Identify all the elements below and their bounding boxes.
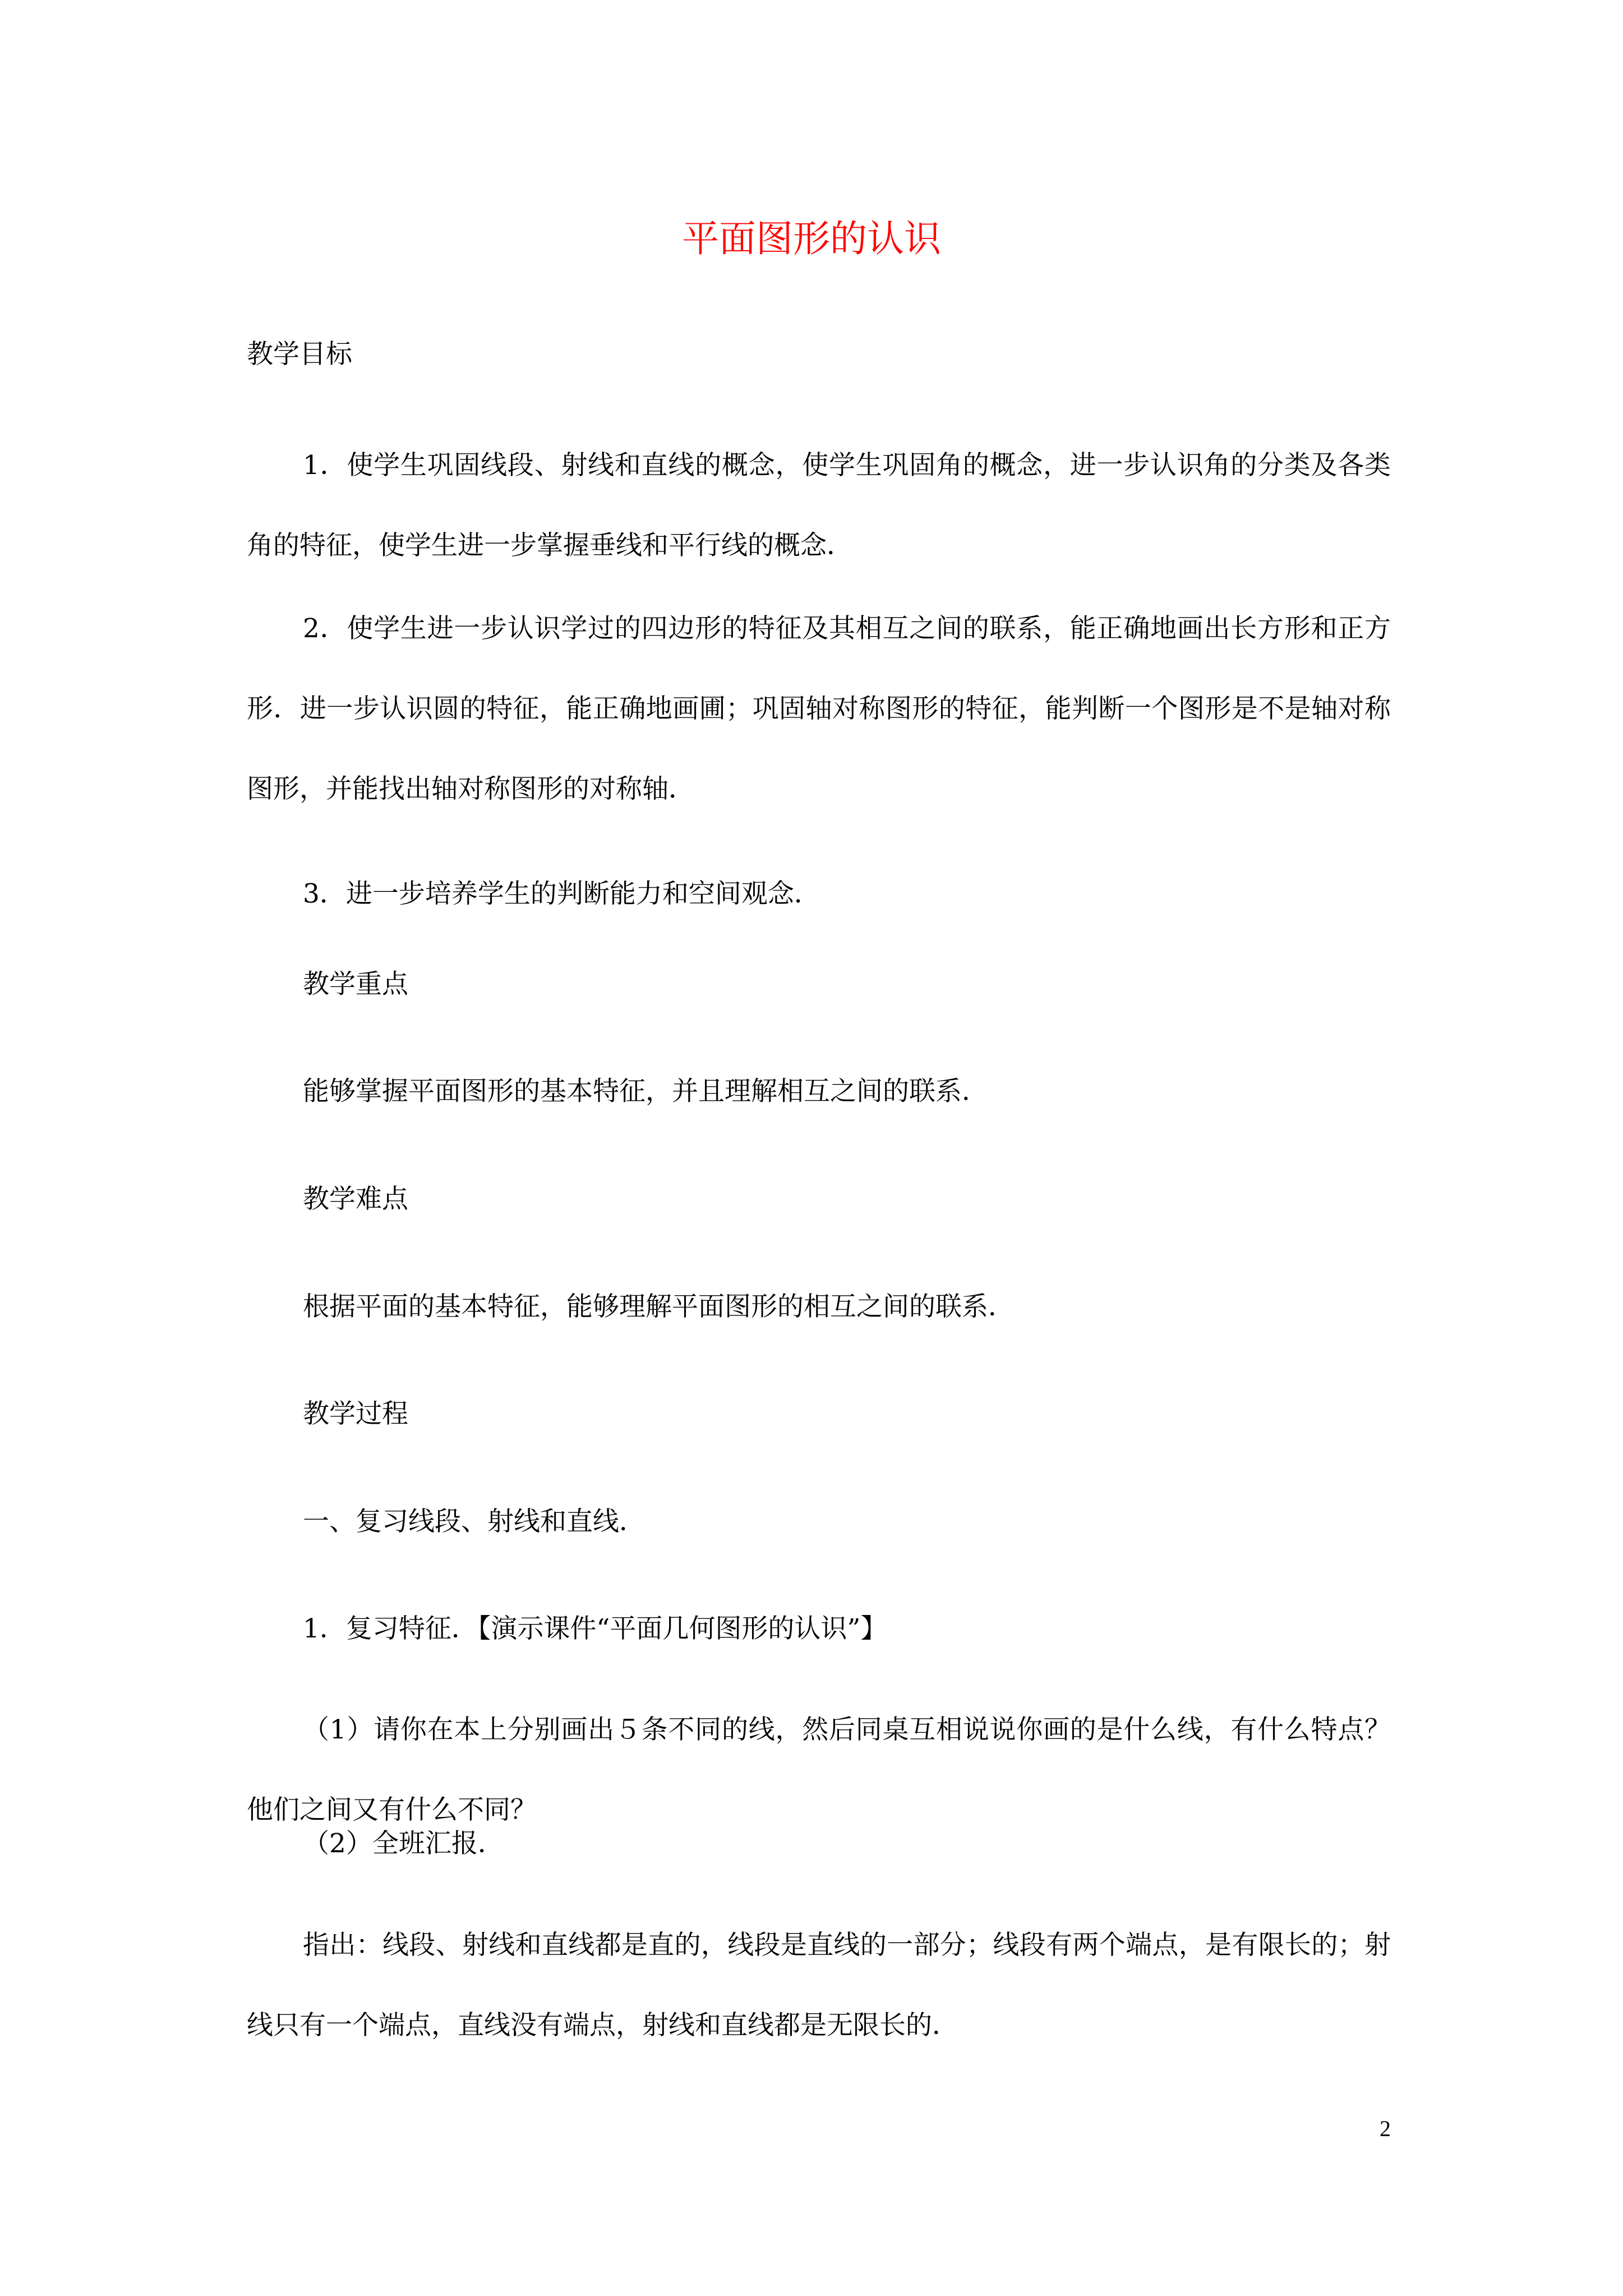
question-1-paragraph: （1）请你在本上分别画出５条不同的线，然后同桌互相说说你画的是什么线，有什么特点？他们之间又有什么不同？ xyxy=(247,1714,1391,1825)
point-out-paragraph: 指出：线段、射线和直线都是直的，线段是直线的一部分；线段有两个端点，是有限长的；射线只有一个端点，直线没有端点，射线和直线都是无限长的． xyxy=(247,1930,1391,2041)
objectives-heading: 教学目标 xyxy=(247,339,352,370)
step-1-heading: 一、复习线段、射线和直线． xyxy=(303,1506,645,1537)
step-1-1-text: 1．复习特征．【演示课件“平面几何图形的认识”】 xyxy=(303,1613,887,1644)
difficulty-text: 根据平面的基本特征，能够理解平面图形的相互之间的联系． xyxy=(303,1291,1015,1322)
key-points-heading: 教学重点 xyxy=(303,969,408,1000)
objective-1-paragraph: 1．使学生巩固线段、射线和直线的概念，使学生巩固角的概念，进一步认识角的分类及各类角的特征，使学生进一步掌握垂线和平行线的概念． xyxy=(247,450,1391,561)
page-title: 平面图形的认识 xyxy=(682,217,941,260)
question-2-text: （2）全班汇报． xyxy=(303,1828,504,1859)
objective-3-paragraph: 3．进一步培养学生的判断能力和空间观念． xyxy=(303,878,820,909)
key-points-text: 能够掌握平面图形的基本特征，并且理解相互之间的联系． xyxy=(303,1076,988,1107)
difficulty-heading: 教学难点 xyxy=(303,1184,408,1214)
process-heading: 教学过程 xyxy=(303,1398,408,1429)
objective-2-paragraph: 2．使学生进一步认识学过的四边形的特征及其相互之间的联系，能正确地画出长方形和正方形．进一步认识圆的特征，能正确地画圃；巩固轴对称图形的特征，能判断一个图形是不是轴对称图形，并能找出轴对称图形的对称轴． xyxy=(247,613,1391,804)
page-number: 2 xyxy=(1380,2116,1391,2141)
